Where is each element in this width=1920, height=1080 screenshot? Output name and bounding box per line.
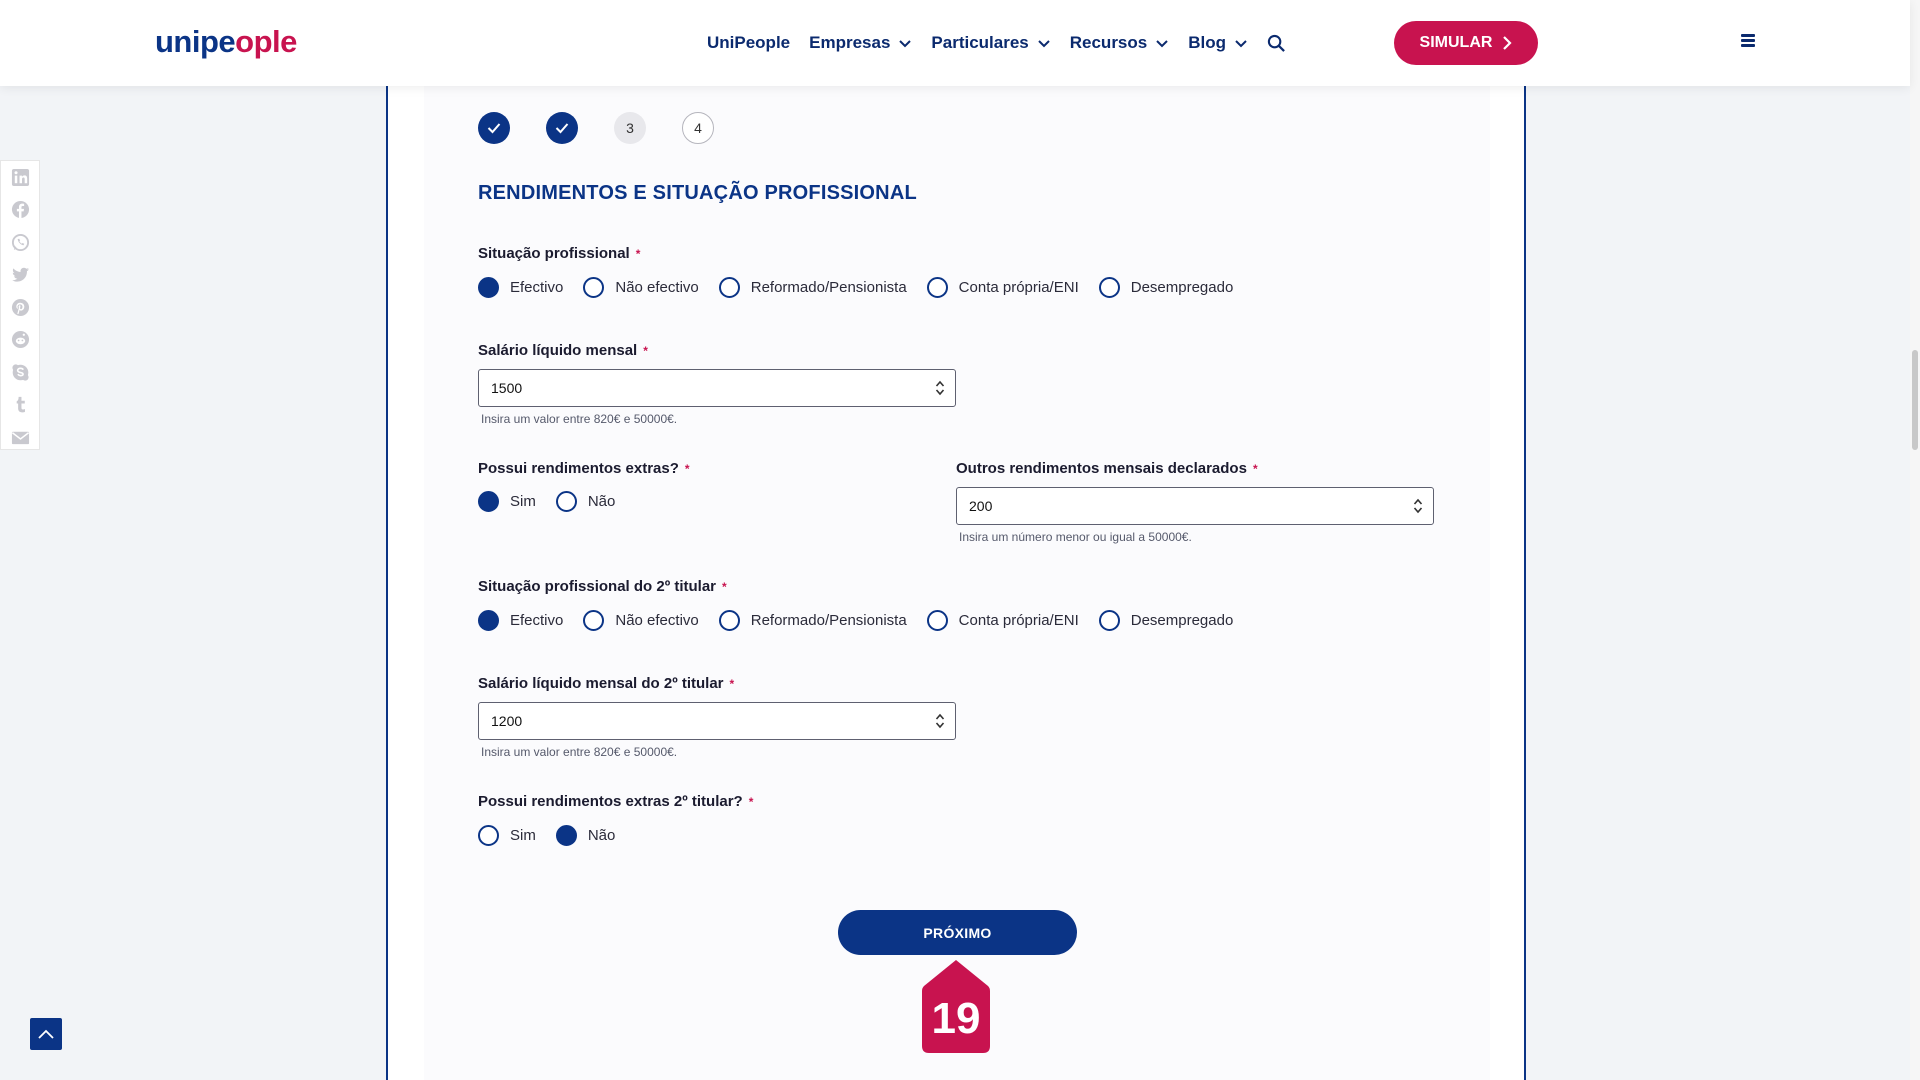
radio-label: Não [587, 493, 616, 510]
salario2-label [478, 675, 734, 692]
nav-label: Blog [1188, 33, 1227, 52]
back-to-top-button[interactable] [30, 1018, 62, 1050]
salario2-hint: Insira um valor entre 820€ e 50000€. [481, 745, 678, 759]
next-button[interactable] [838, 910, 1077, 955]
main-nav [707, 0, 1286, 86]
salario-hint: Insira um valor entre 820€ e 50000€. [481, 412, 678, 426]
label-text: Situação profissional [478, 245, 630, 262]
radio2-extras-nao[interactable] [556, 825, 616, 846]
radio-circle [719, 610, 740, 631]
chevron-down-icon [1037, 36, 1051, 50]
chevron-up-icon [38, 1029, 54, 1039]
extras-radio-group [478, 491, 635, 512]
badge-number: 19 [931, 994, 981, 1043]
radio-nao-efectivo[interactable] [583, 277, 698, 298]
radio-extras-sim[interactable] [478, 491, 536, 512]
radio2-conta-propria[interactable] [927, 610, 1079, 631]
required-marker: * [729, 677, 735, 691]
spinner-arrows-icon[interactable] [1413, 497, 1423, 515]
label-text: Situação profissional do 2º titular [478, 578, 717, 595]
radio-label: Não efectivo [615, 612, 699, 629]
salario-field[interactable] [491, 370, 872, 405]
step-3-current: 3 [614, 112, 646, 144]
radio-circle [1099, 277, 1120, 298]
radio-extras-nao[interactable] [556, 491, 616, 512]
radio-label: Sim [510, 827, 536, 844]
radio-label: Não efectivo [615, 279, 699, 296]
page-scrollbar[interactable] [1910, 0, 1920, 1080]
nav-label: UniPeople [707, 33, 791, 52]
nav-label: Empresas [809, 33, 891, 52]
simular-button[interactable] [1394, 21, 1538, 65]
label-text: Possui rendimentos extras 2º titular? [478, 793, 743, 810]
nav-label: Particulares [931, 33, 1029, 52]
radio-label: Desempregado [1130, 612, 1234, 629]
radio2-nao-efectivo[interactable] [583, 610, 698, 631]
radio-label: Conta própria/ENI [958, 612, 1079, 629]
linkedin-icon[interactable] [10, 167, 30, 187]
radio-circle [478, 825, 499, 846]
salario2-field[interactable] [491, 703, 872, 738]
situacao2-label [478, 578, 727, 595]
logo-text-part1: unipe [155, 24, 236, 59]
salario-label [478, 342, 648, 359]
extras2-radio-group [478, 825, 635, 846]
outros-input[interactable] [956, 487, 1434, 525]
radio-label: Efectivo [510, 612, 564, 629]
nav-unipeople[interactable] [707, 33, 790, 53]
radio-circle [478, 610, 499, 631]
spinner-arrows-icon[interactable] [935, 712, 945, 730]
required-marker: * [1252, 462, 1258, 476]
radio-circle [478, 277, 499, 298]
nav-empresas[interactable] [809, 33, 912, 53]
step-2-done [546, 112, 578, 144]
hamburger-menu-icon[interactable] [1741, 34, 1755, 48]
facebook-icon[interactable] [10, 200, 30, 220]
label-text: Possui rendimentos extras? [478, 460, 679, 477]
radio-label: Reformado/Pensionista [750, 612, 907, 629]
radio-circle [556, 825, 577, 846]
radio-circle [1099, 610, 1120, 631]
required-marker: * [722, 580, 727, 594]
pinterest-icon[interactable] [10, 297, 30, 317]
scrollbar-thumb[interactable] [1912, 350, 1918, 450]
site-header [0, 0, 1910, 86]
outros-label [956, 460, 1258, 477]
chevron-down-icon [1155, 36, 1169, 50]
radio-circle [478, 491, 499, 512]
situacao-radio-group [478, 277, 1253, 298]
radio-circle [927, 610, 948, 631]
tumblr-icon[interactable] [10, 395, 30, 415]
radio2-efectivo[interactable] [478, 610, 563, 631]
radio-label: Sim [510, 493, 536, 510]
salario2-input[interactable] [478, 702, 956, 740]
step-1-done [478, 112, 510, 144]
check-icon [487, 122, 501, 134]
required-marker: * [643, 344, 648, 358]
required-marker: * [748, 795, 754, 809]
step-indicator [478, 112, 714, 144]
whatsapp-icon[interactable] [10, 232, 30, 252]
label-text: Outros rendimentos mensais declarados [956, 460, 1247, 477]
radio-circle [556, 491, 577, 512]
radio-desempregado[interactable] [1099, 277, 1234, 298]
label-text: Salário líquido mensal do 2º titular [478, 675, 724, 692]
radio-reformado[interactable] [719, 277, 907, 298]
nav-recursos[interactable] [1070, 33, 1169, 53]
chevron-down-icon [898, 36, 912, 50]
radio-label: Efectivo [510, 279, 564, 296]
twitter-icon[interactable] [10, 265, 30, 285]
next-label: PRÓXIMO [923, 924, 992, 941]
section-title: RENDIMENTOS E SITUAÇÃO PROFISSIONAL [478, 182, 917, 204]
radio2-reformado[interactable] [719, 610, 907, 631]
social-share-bar [0, 160, 40, 450]
situacao-label [478, 245, 640, 262]
simular-label: SIMULAR [1419, 34, 1493, 51]
unipeople-logo[interactable] [155, 24, 297, 60]
outros-field[interactable] [969, 488, 1350, 523]
search-icon [1267, 34, 1286, 53]
required-marker: * [635, 247, 641, 261]
radio2-desempregado[interactable] [1099, 610, 1234, 631]
extras-label [478, 460, 690, 477]
extras2-label [478, 793, 753, 810]
step-number-badge [922, 960, 990, 1053]
logo-text-part2: ople [235, 24, 297, 59]
radio-efectivo[interactable] [478, 277, 563, 298]
radio2-extras-sim[interactable] [478, 825, 536, 846]
radio-label: Desempregado [1130, 279, 1234, 296]
chevron-right-icon [1502, 36, 1512, 50]
radio-circle [583, 610, 604, 631]
reddit-icon[interactable] [10, 330, 30, 350]
radio-circle [583, 277, 604, 298]
check-icon [555, 122, 569, 134]
label-text: Salário líquido mensal [478, 342, 638, 359]
email-icon[interactable] [10, 427, 30, 447]
salario-input[interactable] [478, 369, 956, 407]
radio-label: Conta própria/ENI [958, 279, 1079, 296]
skype-icon[interactable] [10, 362, 30, 382]
search-button[interactable] [1267, 34, 1286, 53]
nav-label: Recursos [1069, 33, 1148, 52]
radio-circle [927, 277, 948, 298]
required-marker: * [684, 462, 690, 476]
radio-conta-propria[interactable] [927, 277, 1079, 298]
chevron-down-icon [1234, 36, 1248, 50]
outros-hint: Insira um número menor ou igual a 50000€. [959, 530, 1192, 544]
step-4-todo: 4 [682, 112, 714, 144]
radio-label: Não [587, 827, 616, 844]
radio-label: Reformado/Pensionista [750, 279, 907, 296]
nav-particulares[interactable] [931, 33, 1050, 53]
radio-circle [719, 277, 740, 298]
situacao2-radio-group [478, 610, 1253, 631]
spinner-arrows-icon[interactable] [935, 379, 945, 397]
nav-blog[interactable] [1188, 33, 1248, 53]
